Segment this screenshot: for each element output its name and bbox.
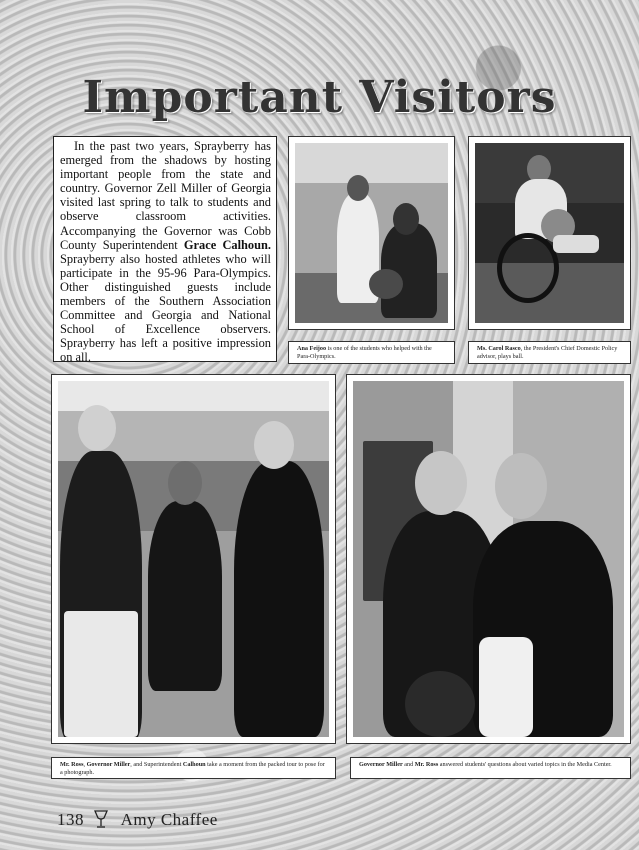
- story-box: [53, 136, 277, 365]
- caption-2: Ms. Carol Rasco, the President's Chief Domestic Policy advisor, plays ball.: [468, 341, 631, 364]
- story-text: In the past two years, Sprayberry has emerged from the shadows by hosting important people from the state and country. Governor Zell Miller of Georgia visited last spring to talk to students and observe classroom activities. Accompanying the Governor was Cobb County Superintendent Grace Calhoun. Sprayberry also hosted athletes who will participate in the 95-96 Para-Olympics. Other distinguished guests include members of the Southern Association Committee and Georgia and National School of Excellence observers. Sprayberry has left a positive impression on all.: [60, 139, 272, 365]
- photo-carol-rasco: [475, 143, 624, 323]
- caption-4: Governor Miller and Mr. Ross answered students' questions about varied topics in the Media Center.: [350, 757, 631, 779]
- photo-frame-3: [51, 374, 336, 744]
- caption-1: Ana Feijoo is one of the students who helped with the Para-Olympics.: [288, 341, 455, 364]
- photo-ross-miller-calhoun: [58, 381, 329, 737]
- photo-ana-feijoo: [295, 143, 448, 323]
- photo-frame-1: [288, 136, 455, 330]
- bold-name: Grace Calhoun.: [183, 237, 272, 252]
- photo-frame-4: [346, 374, 631, 744]
- page-title: Important Visitors: [82, 72, 557, 123]
- photo-frame-2: [468, 136, 631, 330]
- page-footer: [57, 810, 218, 830]
- goblet-icon: [93, 810, 109, 828]
- footer-name: Amy Chaffee: [120, 810, 218, 829]
- photo-miller-ross-media-center: [353, 381, 624, 737]
- page-number: 138: [57, 810, 84, 829]
- caption-3: Mr. Ross, Governor Miller, and Superintendent Calhoun take a moment from the packed tour to pose for a photograph.: [51, 757, 336, 779]
